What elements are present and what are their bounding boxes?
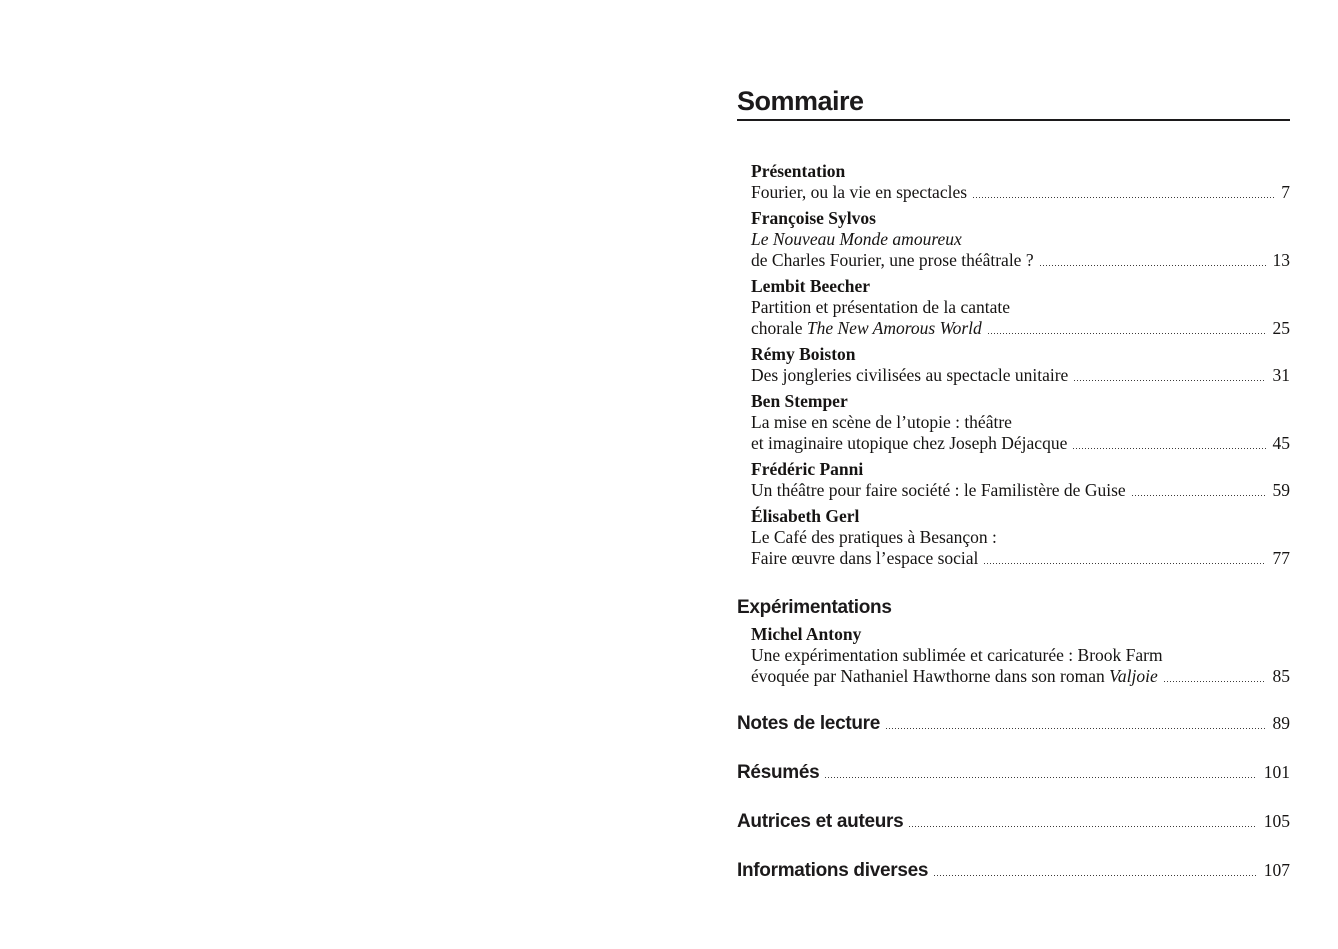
dotted-leader: [1164, 681, 1266, 682]
toc-backmatter-label: Informations diverses: [737, 860, 929, 881]
page-number: 59: [1272, 480, 1290, 500]
toc-article-line-text: [751, 250, 1034, 271]
toc-backmatter-label: Autrices et auteurs: [737, 811, 904, 832]
toc-text-segment: Le Nouveau Monde amoureux: [751, 229, 962, 249]
toc-text-segment: Le Café des pratiques à Besançon :: [751, 527, 997, 547]
toc-article: [751, 459, 1290, 501]
toc-article-line: [751, 480, 1290, 501]
toc-article: [751, 506, 1290, 569]
dotted-leader: [1040, 265, 1266, 266]
dotted-leader: [984, 563, 1265, 564]
toc-article-line: [751, 412, 1290, 433]
toc-article-author: Frédéric Panni: [751, 459, 864, 479]
toc-article-line: [751, 182, 1290, 203]
toc-article-line: [751, 433, 1290, 454]
dotted-leader: [973, 197, 1274, 198]
dotted-leader: [1074, 380, 1265, 381]
toc-article: [751, 344, 1290, 386]
toc-text-segment: Un théâtre pour faire société : le Familistère de Guise: [751, 480, 1126, 500]
toc-article-author: Élisabeth Gerl: [751, 506, 860, 526]
dotted-leader: [988, 333, 1266, 334]
toc-article-line: [751, 250, 1290, 271]
page-number: 45: [1272, 433, 1290, 453]
toc-article: [751, 276, 1290, 339]
toc-article-line: [751, 365, 1290, 386]
toc-backmatter-row: [737, 858, 1290, 883]
toc-article-line-text: [751, 318, 982, 339]
toc-article-line: [751, 527, 1290, 548]
dotted-leader: [886, 728, 1265, 729]
toc-article-line: [751, 548, 1290, 569]
toc-text-segment: chorale: [751, 318, 807, 338]
toc-article: [751, 161, 1290, 203]
dotted-leader: [909, 826, 1256, 827]
title-rule: [737, 119, 1290, 121]
page-number: 13: [1272, 250, 1290, 270]
toc-article-line-text: [751, 365, 1068, 386]
toc-text-segment: Valjoie: [1109, 666, 1158, 686]
toc-text-segment: de Charles Fourier, une prose théâtrale ?: [751, 250, 1034, 270]
toc-article-line: [751, 229, 1290, 250]
toc-article-author: Présentation: [751, 161, 846, 181]
toc-article: [751, 391, 1290, 454]
toc-article-line: [751, 666, 1290, 687]
toc-article-line: [751, 645, 1290, 666]
toc-backmatter-row: [737, 760, 1290, 785]
page-title: Sommaire: [737, 86, 864, 116]
toc-backmatter-label: Résumés: [737, 762, 820, 783]
page-number: 85: [1272, 666, 1290, 686]
toc-text-segment: Faire œuvre dans l’espace social: [751, 548, 979, 568]
toc-article-line-text: [751, 182, 967, 203]
page-number: 89: [1272, 713, 1290, 733]
toc-text-segment: Partition et présentation de la cantate: [751, 297, 1010, 317]
toc-article-author: Lembit Beecher: [751, 276, 871, 296]
toc-text-segment: évoquée par Nathaniel Hawthorne dans son roman: [751, 666, 1110, 686]
page-number: 31: [1272, 365, 1290, 385]
toc-text-segment: The New Amorous World: [806, 318, 982, 338]
toc-backmatter-label: Notes de lecture: [737, 713, 881, 734]
toc-text-segment: Une expérimentation sublimée et caricaturée : Brook Farm: [751, 645, 1163, 665]
toc-article-line-text: [751, 433, 1067, 454]
dotted-leader: [1132, 495, 1266, 496]
sommaire-page: [737, 0, 1290, 883]
page-number: 77: [1272, 548, 1290, 568]
toc-article-line-text: [751, 480, 1126, 501]
toc-article-line: [751, 318, 1290, 339]
page-number: 101: [1263, 762, 1290, 782]
page-number: 107: [1263, 860, 1290, 880]
toc-article-author: Françoise Sylvos: [751, 208, 876, 228]
page-number: 105: [1263, 811, 1290, 831]
toc-backmatter-row: [737, 809, 1290, 834]
toc-backmatter-row: [737, 711, 1290, 736]
dotted-leader: [934, 875, 1257, 876]
toc-section-heading: Expérimentations: [737, 597, 892, 618]
page-number: 7: [1281, 182, 1290, 202]
toc-article-line: [751, 297, 1290, 318]
dotted-leader: [825, 777, 1256, 778]
toc-article-line-text: [751, 548, 978, 569]
toc-text-segment: et imaginaire utopique chez Joseph Déjacque: [751, 433, 1068, 453]
toc-article-line-text: [751, 666, 1158, 687]
toc-article: [751, 624, 1290, 687]
dotted-leader: [1073, 448, 1265, 449]
toc-text-segment: Fourier, ou la vie en spectacles: [751, 182, 968, 202]
toc-article-author: Ben Stemper: [751, 391, 848, 411]
page-number: 25: [1272, 318, 1290, 338]
toc-text-segment: Des jongleries civilisées au spectacle unitaire: [751, 365, 1069, 385]
toc-article-author: Rémy Boiston: [751, 344, 856, 364]
table-of-contents: [737, 161, 1290, 883]
toc-text-segment: La mise en scène de l’utopie : théâtre: [751, 412, 1012, 432]
toc-article-author: Michel Antony: [751, 624, 862, 644]
toc-article: [751, 208, 1290, 271]
